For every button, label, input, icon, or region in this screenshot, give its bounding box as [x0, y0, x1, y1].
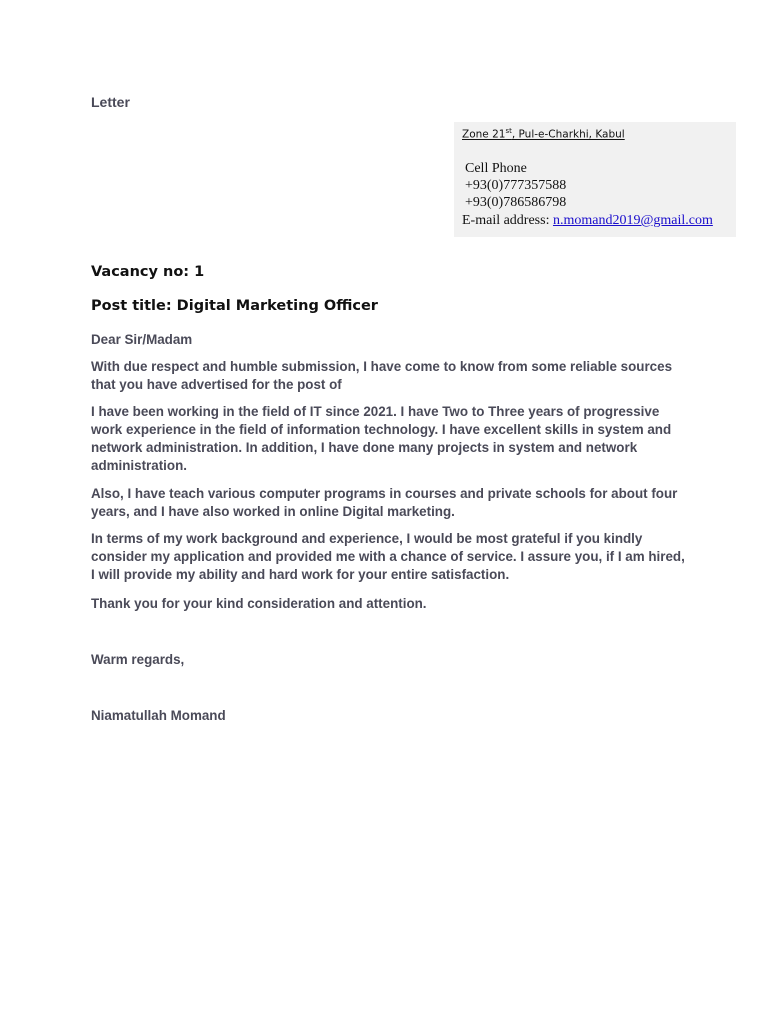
contact-info-box: [454, 122, 736, 237]
vacancy-number: Vacancy no: 1: [91, 264, 205, 280]
paragraph-2: I have been working in the field of IT since 2021. I have Two to Three years of progressive work experience in the field of information technology. I have excellent skills in system and network administration. In addition, I have done many projects in system and network administration.: [91, 404, 672, 473]
email-link[interactable]: n.momand2019@gmail.com: [552, 213, 713, 228]
address-superscript: st: [505, 127, 512, 135]
address-suffix: , Pul-e-Charkhi, Kabul: [511, 128, 625, 141]
signature-name: Niamatullah Momand: [91, 708, 226, 723]
email-label: E-mail address:: [462, 213, 553, 228]
paragraph-5: Thank you for your kind consideration and attention.: [91, 596, 427, 611]
closing: Warm regards,: [91, 652, 185, 667]
salutation: Dear Sir/Madam: [91, 332, 193, 347]
letter-heading: Letter: [91, 94, 130, 110]
address-prefix: Zone 21: [462, 128, 506, 141]
phone-number-2: +93(0)786586798: [465, 195, 567, 210]
paragraph-4: In terms of my work background and experience, I would be most grateful if you kindly consider my application and provided me with a chance of service. I assure you, if I am hired, I will provide my ability and hard work for your entire satisfaction.: [91, 531, 685, 582]
phone-number-1: +93(0)777357588: [465, 178, 567, 193]
paragraph-1: With due respect and humble submission, I have come to know from some reliable sources that you have advertised for the post of: [91, 359, 673, 392]
post-title: Post title: Digital Marketing Officer: [91, 298, 378, 314]
paragraph-3: Also, I have teach various computer programs in courses and private schools for about four years, and I have also worked in online Digital marketing.: [91, 486, 678, 519]
address-line: [462, 127, 625, 141]
cell-phone-label: Cell Phone: [465, 161, 527, 176]
email-row: [462, 213, 713, 229]
